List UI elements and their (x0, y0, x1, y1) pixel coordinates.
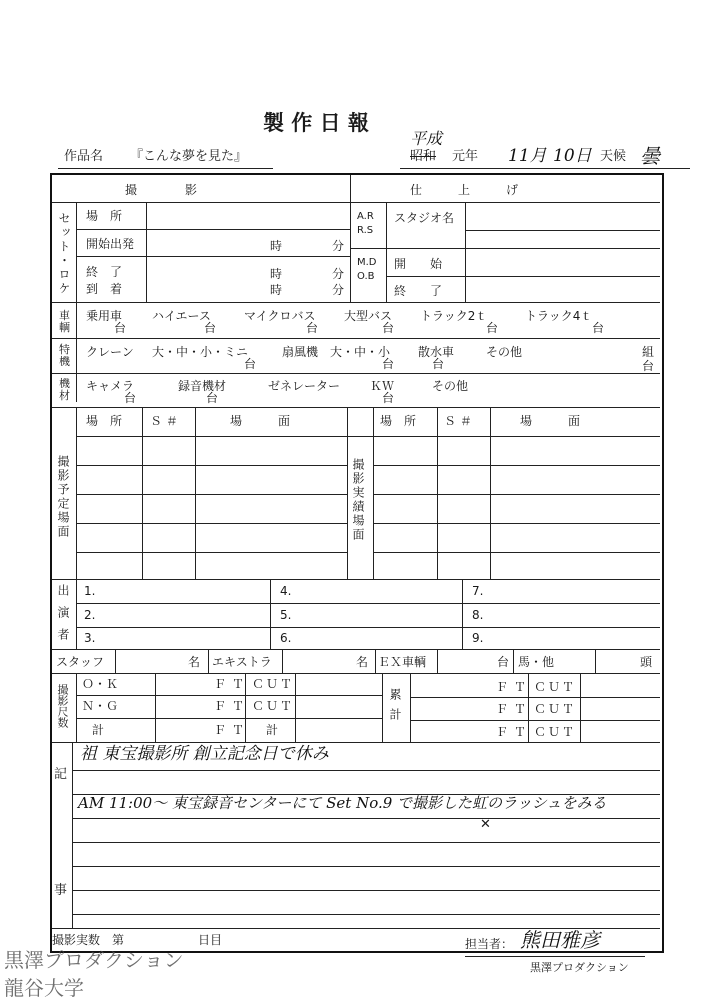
era-printed: 昭和 (410, 149, 437, 164)
cast-1: 1. (84, 584, 96, 598)
equip-4: その他 (432, 379, 469, 393)
cum-cut-2: ＣＵＴ (534, 702, 577, 716)
vehicle-2: マイクロバス (244, 309, 316, 323)
vehicle-unit-5: 台 (592, 321, 605, 335)
arrive-label: 到 着 (86, 282, 123, 296)
cast-6: 6. (280, 631, 292, 645)
crane-unit: 台 (244, 357, 257, 371)
equip-2: ゼネレーター (268, 379, 341, 393)
vehicle-4: トラック2ｔ (420, 309, 488, 323)
ink-mark: ✕ (480, 817, 491, 832)
weather: 曇 (640, 144, 660, 168)
crane-sizes: 大・中・小・ミニ (152, 345, 249, 359)
arrive-hour: 時 (270, 283, 283, 297)
person-name: 熊田雅彦 (520, 928, 600, 952)
era-handwritten: 平成 (410, 129, 443, 148)
start-label: 開始出発 (86, 237, 135, 251)
horse-label: 馬・他 (518, 655, 555, 669)
days-label: 撮影実数 第 (52, 933, 125, 947)
planned-scene-header: 場 面 (230, 414, 291, 428)
vehicle-unit-3: 台 (382, 321, 395, 335)
vehicle-1: ハイエース (152, 309, 211, 323)
crane-label: クレーン (86, 345, 134, 359)
arrive-minute: 分 (332, 283, 345, 297)
end-label: 終 了 (86, 265, 123, 279)
work-name: 『こんな夢を見た』 (130, 149, 248, 164)
work-name-label: 作品名 (64, 149, 104, 164)
finish-label: 終 了 (394, 284, 443, 298)
cast-9: 9. (472, 631, 484, 645)
cum-cut-3: ＣＵＴ (534, 725, 577, 739)
equip-unit-1: 台 (206, 391, 219, 405)
ng-cut: ＣＵＴ (252, 699, 295, 713)
begin-label: 開 始 (394, 257, 443, 271)
equipment-side: 機材 (59, 377, 70, 402)
vehicle-0: 乗用車 (86, 309, 123, 323)
special-other: その他 (486, 345, 523, 359)
planned-s-header: Ｓ ＃ (150, 414, 178, 428)
cum-ft-2: ＦＴ (496, 702, 533, 716)
shooting-header: 撮 影 (125, 183, 198, 197)
staff-unit: 名 (188, 655, 201, 669)
cast-side: 出演者 (56, 584, 70, 650)
cast-5: 5. (280, 608, 292, 622)
ex-car-label: ＥＸ車輌 (378, 655, 427, 669)
end-hour: 時 (270, 267, 283, 281)
weather-label: 天候 (600, 149, 627, 164)
water-unit: 台 (432, 357, 445, 371)
set-loc-side: セット・ロケ (57, 212, 71, 296)
vehicle-unit-2: 台 (306, 321, 319, 335)
cum-ft-1: ＦＴ (496, 680, 533, 694)
company-name: 黒澤プロダクション (530, 961, 629, 974)
cum-cut-1: ＣＵＴ (534, 680, 577, 694)
planned-place-header: 場 所 (86, 414, 123, 428)
equip-unit-3: 台 (382, 391, 395, 405)
water-label: 散水車 (418, 345, 455, 359)
watermark-line-2: 龍谷大学 (4, 976, 84, 1000)
cast-3: 3. (84, 631, 96, 645)
ok-cut: ＣＵＴ (252, 677, 295, 691)
vehicle-unit-1: 台 (204, 321, 217, 335)
ok-ft: ＦＴ (214, 677, 251, 691)
date-month: 11月 (508, 146, 547, 166)
vehicle-3: 大型バス (344, 309, 393, 323)
actual-scene-header: 場 面 (520, 414, 581, 428)
ok-label: Ｏ・Ｋ (82, 677, 119, 691)
cast-2: 2. (84, 608, 96, 622)
date-year: 元年 (452, 149, 479, 164)
place-label: 場 所 (86, 209, 123, 223)
vehicle-unit-4: 台 (486, 321, 499, 335)
fan-unit: 台 (382, 357, 395, 371)
actual-s-header: Ｓ ＃ (444, 414, 472, 428)
equip-1: 録音機材 (178, 379, 227, 393)
actual-side: 撮影実績場面 (351, 458, 365, 542)
ng-label: Ｎ・Ｇ (82, 699, 119, 713)
days-unit: 日目 (198, 933, 223, 947)
cast-4: 4. (280, 584, 292, 598)
ob-label: O.B (357, 271, 375, 282)
fan-sizes: 大・中・小 (330, 345, 391, 359)
vehicle-unit-0: 台 (114, 321, 127, 335)
notes-side-bottom: 事 (54, 883, 68, 898)
special-group: 組 (642, 345, 655, 359)
footage-side: 撮影尺数 (56, 684, 69, 728)
total-ft: ＦＴ (214, 723, 251, 737)
page-title: 製 作 日 報 (263, 111, 369, 135)
special-group-unit: 台 (642, 359, 655, 373)
special-side: 特機 (59, 343, 70, 368)
total-total: 計 (266, 723, 279, 737)
studio-label: スタジオ名 (394, 211, 455, 225)
watermark-line-1: 黒澤プロダクション (4, 948, 184, 972)
total-label: 計 (92, 723, 105, 737)
note-line-1: 祖 東宝撮影所 創立記念日で休み (80, 744, 329, 764)
staff-label: スタッフ (56, 655, 105, 669)
note-line-2: AM 11:00～ 東宝録音センターにて Set No.9 で撮影した虹のラッシュをみる (78, 794, 607, 812)
cast-8: 8. (472, 608, 484, 622)
vehicle-5: トラック4ｔ (525, 309, 593, 323)
start-minute: 分 (332, 239, 345, 253)
cum-side: 累計 (388, 688, 402, 728)
equip-3: ＫＷ (370, 379, 395, 393)
equip-unit-0: 台 (124, 391, 137, 405)
extra-label: エキストラ (212, 655, 272, 669)
extra-unit: 名 (356, 655, 369, 669)
horse-unit: 頭 (640, 655, 653, 669)
actual-place-header: 場 所 (380, 414, 417, 428)
ng-ft: ＦＴ (214, 699, 251, 713)
end-minute: 分 (332, 267, 345, 281)
equip-0: キャメラ (86, 379, 135, 393)
md-label: M.D (357, 257, 377, 268)
cast-7: 7. (472, 584, 484, 598)
fan-label: 扇風機 (282, 345, 319, 359)
vehicles-side: 車輌 (59, 309, 70, 334)
cum-ft-3: ＦＴ (496, 725, 533, 739)
notes-side-top: 記 (54, 767, 68, 782)
rs-label: R.S (357, 225, 374, 236)
date-day: 10日 (553, 146, 592, 166)
ar-label: A.R (357, 211, 374, 222)
planned-side: 撮影予定場面 (56, 455, 70, 539)
start-hour: 時 (270, 239, 283, 253)
ex-car-unit: 台 (497, 655, 510, 669)
finishing-header: 仕 上 げ (410, 183, 519, 197)
person-label: 担当者： (465, 937, 514, 951)
